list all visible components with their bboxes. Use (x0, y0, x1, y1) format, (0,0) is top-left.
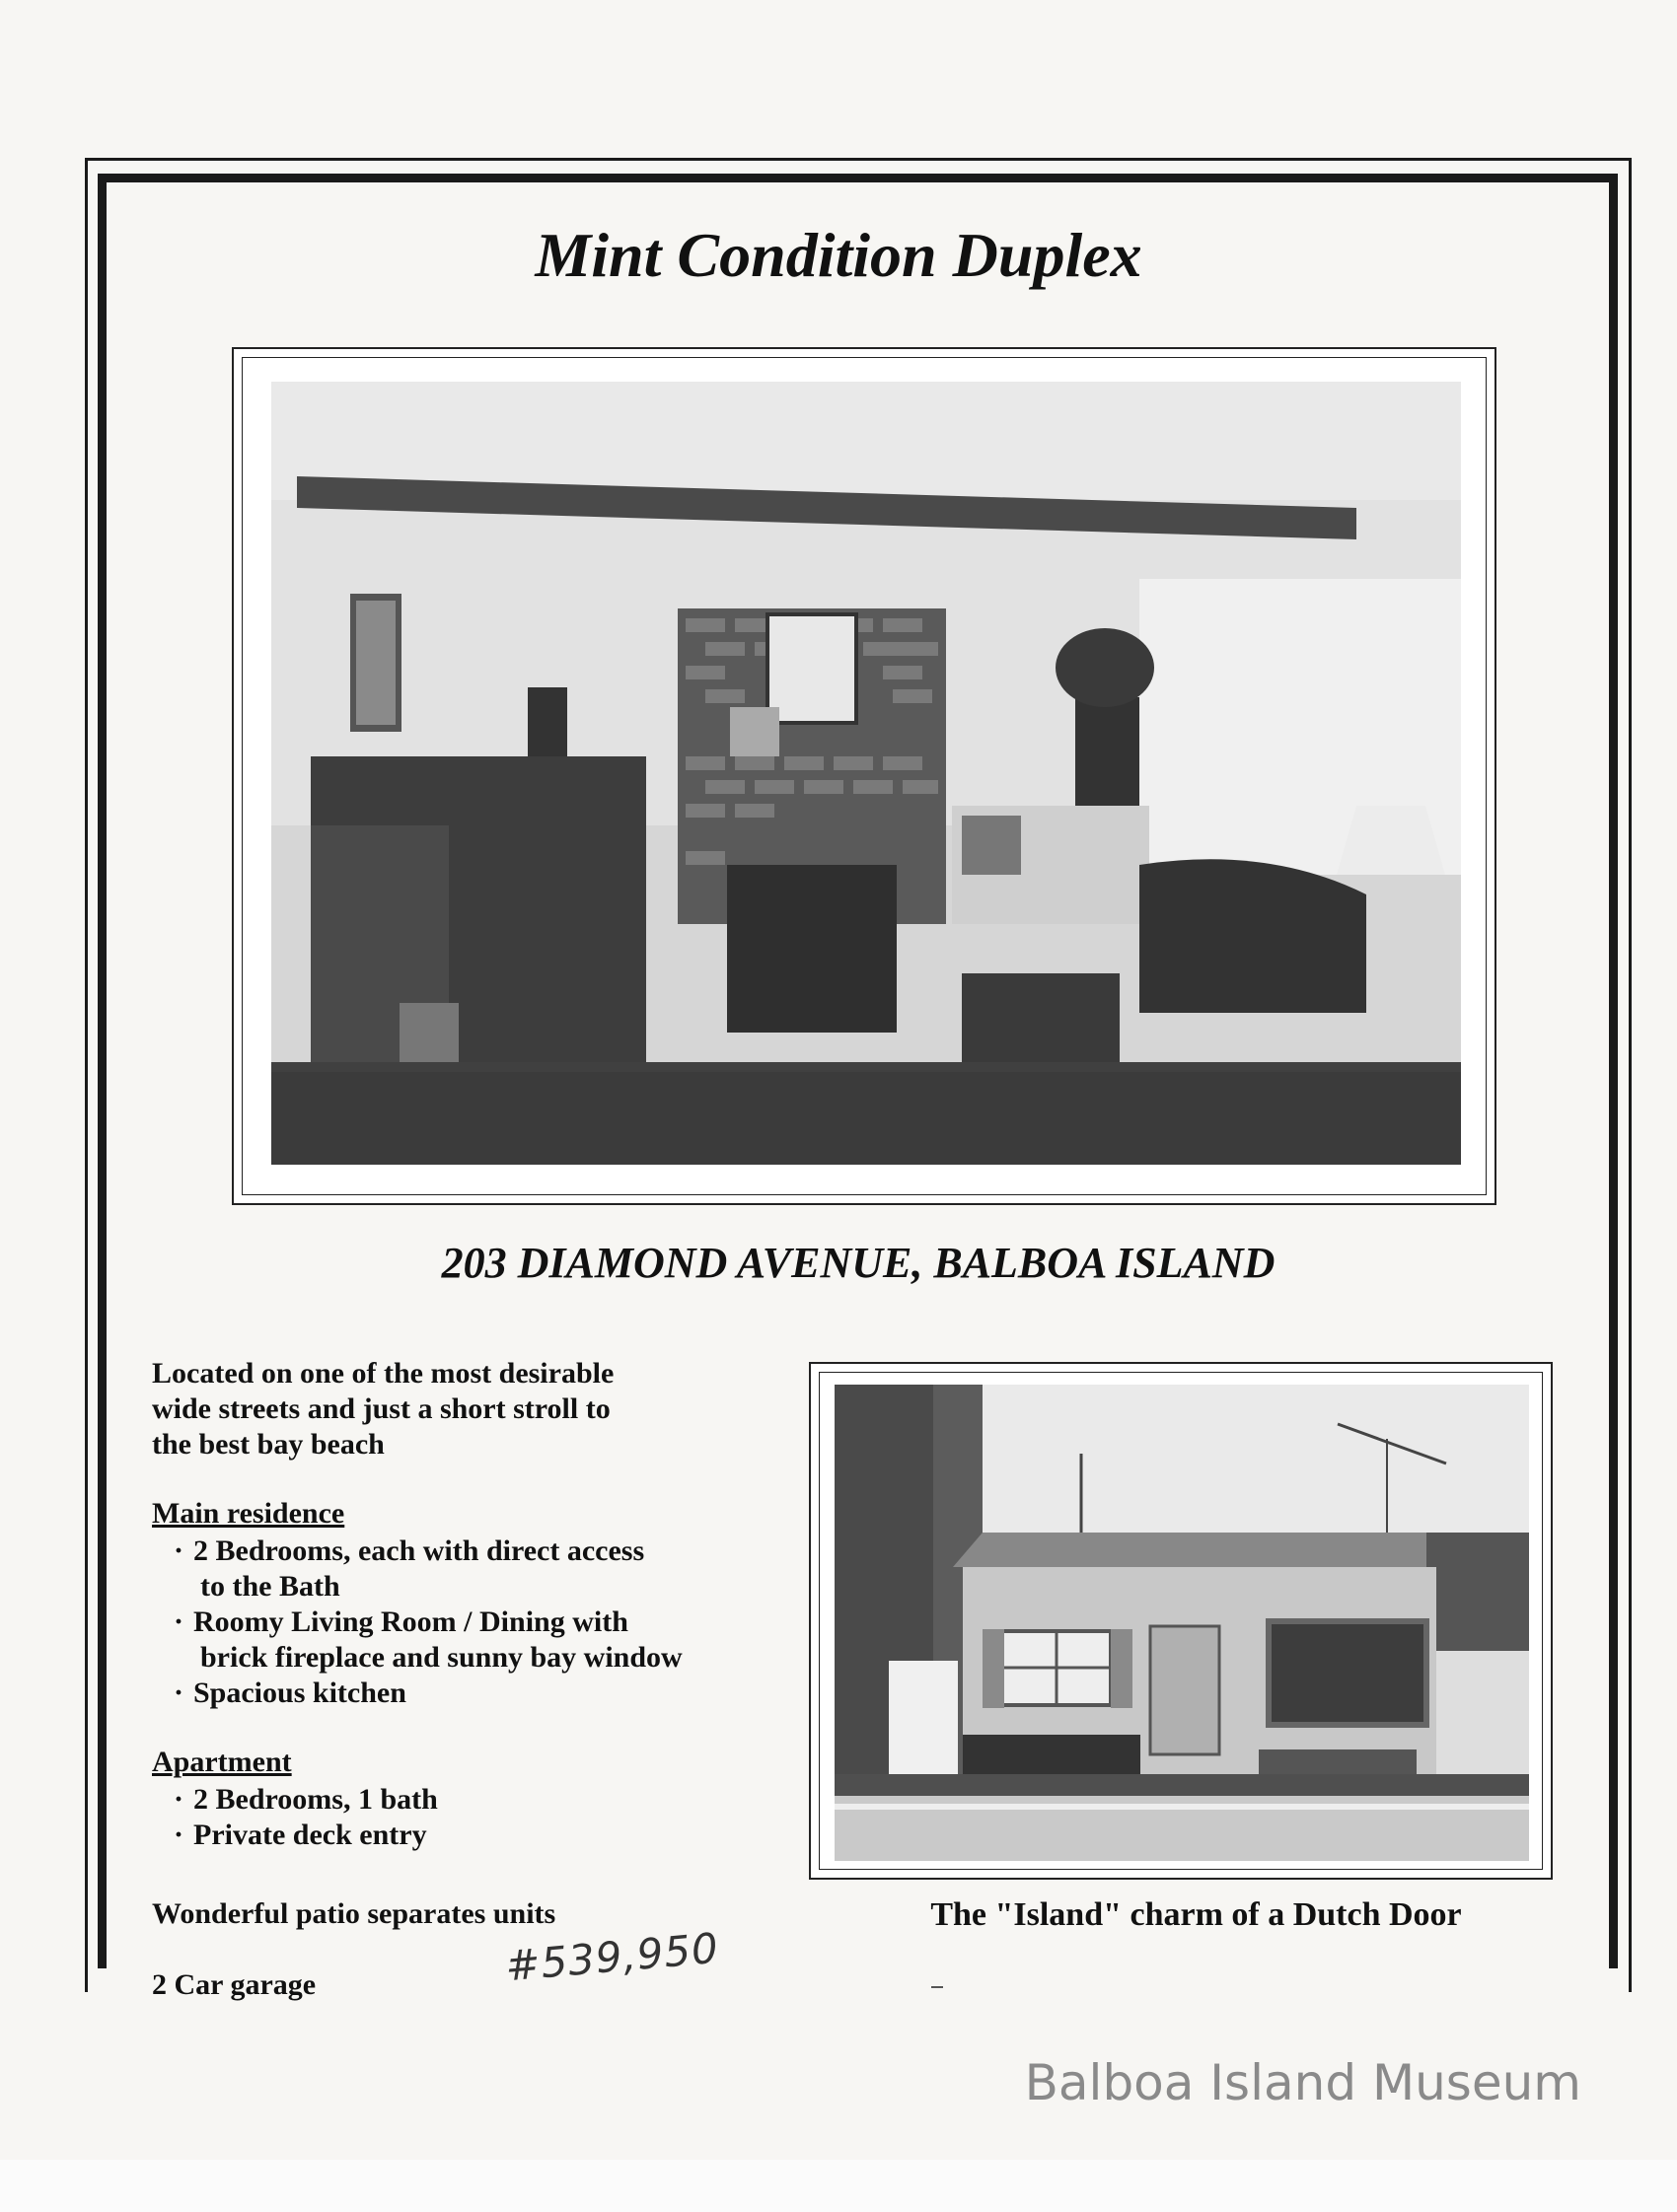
living-room-photo (271, 382, 1461, 1165)
stray-mark (931, 1986, 943, 1988)
list-item: · Roomy Living Room / Dining with brick fireplace and sunny bay window (174, 1605, 783, 1676)
list-item: · 2 Bedrooms, 1 bath (174, 1782, 783, 1818)
intro-text: Located on one of the most desirable wide streets and just a short stroll to the best bay beach (152, 1357, 615, 1461)
flyer-title: Mint Condition Duplex (535, 220, 1142, 290)
handwritten-price: #539,950 (503, 1923, 721, 1991)
list-item: · Spacious kitchen (174, 1676, 783, 1711)
apartment-heading: Apartment (152, 1746, 292, 1778)
main-residence-heading: Main residence (152, 1497, 345, 1530)
house-photo-frame (809, 1362, 1553, 1880)
list-item: · 2 Bedrooms, each with direct access to the Bath (174, 1534, 783, 1605)
description-column (152, 1356, 783, 1853)
garage-text: 2 Car garage (152, 1968, 317, 2001)
list-item: · Private deck entry (174, 1818, 783, 1853)
house-photo-caption: The "Island" charm of a Dutch Door (930, 1896, 1462, 1933)
property-address: 203 DIAMOND AVENUE, BALBOA ISLAND (441, 1239, 1276, 1287)
apartment-list (152, 1782, 783, 1853)
museum-watermark: Balboa Island Museum (1024, 2054, 1581, 2111)
main-residence-list (152, 1534, 783, 1711)
scan-edge (0, 2160, 1677, 2212)
house-exterior-photo (835, 1385, 1529, 1861)
patio-text: Wonderful patio separates units (152, 1897, 556, 1930)
living-room-photo-frame (232, 347, 1496, 1205)
